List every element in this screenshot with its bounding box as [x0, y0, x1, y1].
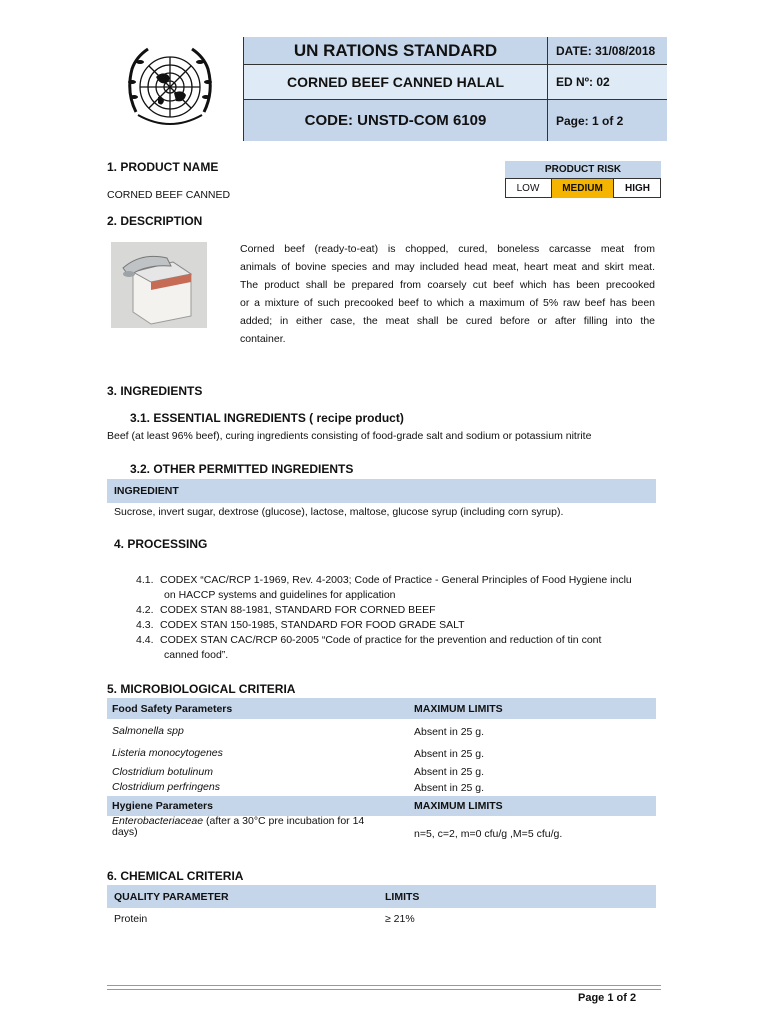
- table-row-param: Clostridium perfringens: [112, 781, 220, 793]
- product-image: [111, 242, 207, 328]
- list-number: 4.4.: [136, 634, 154, 646]
- description-line: animals of bovine species and may included head meat, heart meat and skirt meat.: [240, 261, 655, 273]
- list-item: [136, 603, 656, 618]
- doc-page: Page: 1 of 2: [547, 100, 667, 141]
- hygiene-col-limit: MAXIMUM LIMITS: [414, 800, 503, 812]
- product-risk-heading: PRODUCT RISK: [505, 161, 661, 179]
- micro-col-limit: MAXIMUM LIMITS: [414, 703, 503, 715]
- list-text: CODEX STAN CAC/RCP 60-2005 “Code of practice for the prevention and reduction of tin cont: [160, 634, 602, 646]
- doc-subtitle: CORNED BEEF CANNED HALAL: [243, 65, 547, 100]
- table-row-limit: Absent in 25 g.: [414, 748, 485, 760]
- doc-title: UN RATIONS STANDARD: [243, 37, 547, 65]
- table-row-limit: Absent in 25 g.: [414, 782, 485, 794]
- doc-edition: ED Nº: 02: [547, 65, 667, 100]
- section-3-2-heading: 3.2. OTHER PERMITTED INGREDIENTS: [130, 462, 354, 476]
- ingredient-column-label: INGREDIENT: [114, 485, 179, 497]
- ingredient-table-header: [107, 479, 656, 503]
- table-row-param: Listeria monocytogenes: [112, 747, 223, 759]
- micro-col-param: Food Safety Parameters: [112, 703, 233, 715]
- list-number: 4.2.: [136, 604, 154, 616]
- list-item-continuation: canned food”.: [164, 649, 229, 661]
- section-3-heading: 3. INGREDIENTS: [107, 384, 203, 398]
- risk-medium: MEDIUM: [552, 179, 614, 198]
- essential-ingredients-text: Beef (at least 96% beef), curing ingredients consisting of food-grade salt and sodium or potassium nitrite: [107, 430, 592, 442]
- list-item: [136, 573, 656, 588]
- doc-code: CODE: UNSTD-COM 6109: [243, 100, 547, 141]
- table-row-param: Clostridium botulinum: [112, 766, 213, 778]
- hygiene-col-param: Hygiene Parameters: [112, 800, 213, 812]
- list-text: CODEX STAN 88-1981, STANDARD FOR CORNED BEEF: [160, 604, 436, 616]
- chemical-col-param: QUALITY PARAMETER: [114, 891, 229, 903]
- product-name: CORNED BEEF CANNED: [107, 189, 231, 201]
- hygiene-param-name: Enterobacteriaceae: [112, 815, 204, 827]
- description-text: [240, 240, 655, 348]
- section-3-1-heading: 3.1. ESSENTIAL INGREDIENTS ( recipe product): [130, 411, 404, 425]
- chemical-row-limit: ≥ 21%: [385, 913, 415, 925]
- table-row-limit: Absent in 25 g.: [414, 726, 485, 738]
- hygiene-param-condition-cont: days): [112, 826, 138, 838]
- chemical-row-param: Protein: [114, 913, 148, 925]
- section-4-heading: 4. PROCESSING: [114, 537, 208, 551]
- list-item: [136, 618, 656, 633]
- description-line: container.: [240, 333, 286, 345]
- section-5-heading: 5. MICROBIOLOGICAL CRITERIA: [107, 682, 296, 696]
- doc-date: DATE: 31/08/2018: [547, 37, 667, 65]
- chemical-col-limit: LIMITS: [385, 891, 420, 903]
- footer-page-number: Page 1 of 2: [578, 992, 637, 1004]
- hygiene-row-param: [112, 816, 364, 838]
- section-6-heading: 6. CHEMICAL CRITERIA: [107, 869, 244, 883]
- table-row-limit: Absent in 25 g.: [414, 766, 485, 778]
- list-item-continuation: on HACCP systems and guidelines for application: [164, 589, 396, 601]
- section-1-heading: 1. PRODUCT NAME: [107, 160, 219, 174]
- risk-low: LOW: [505, 179, 552, 198]
- section-2-heading: 2. DESCRIPTION: [107, 214, 203, 228]
- risk-high: HIGH: [625, 183, 650, 194]
- hygiene-param-condition: (after a 30°C pre incubation for 14: [203, 815, 365, 827]
- description-line: The product shall be prepared from coarsely cut beef which has been precooked: [240, 279, 655, 291]
- un-logo: [96, 37, 244, 141]
- description-line: or a mixture of such precooked beef to which a maximum of 5% raw beef has been: [240, 297, 655, 309]
- list-item: [136, 633, 656, 648]
- list-text: CODEX STAN 150-1985, STANDARD FOR FOOD GRADE SALT: [160, 619, 465, 631]
- hygiene-row-limit: n=5, c=2, m=0 cfu/g ,M=5 cfu/g.: [414, 828, 563, 840]
- description-line: Corned beef (ready-to-eat) is chopped, cured, boneless carcasse meat from: [240, 243, 655, 255]
- footer-divider: [107, 985, 661, 990]
- ingredient-row: Sucrose, invert sugar, dextrose (glucose), lactose, maltose, glucose syrup (including corn syrup).: [114, 506, 564, 518]
- table-row-param: Salmonella spp: [112, 725, 184, 737]
- processing-list: [136, 573, 656, 663]
- description-line: added; in either case, the meat shall be cured before or after filling into the: [240, 315, 655, 327]
- list-number: 4.3.: [136, 619, 154, 631]
- list-text: CODEX “CAC/RCP 1-1969, Rev. 4-2003; Code of Practice - General Principles of Food Hygiene inclu: [160, 574, 632, 586]
- list-number: 4.1.: [136, 574, 154, 586]
